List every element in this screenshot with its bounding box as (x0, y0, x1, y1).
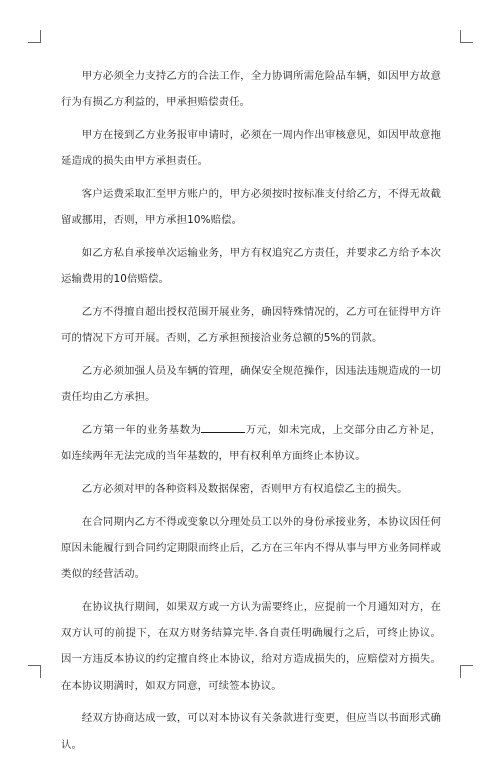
paragraph-non-compete: 在合同期内乙方不得或变象以分理处员工以外的身份承接业务，本协议因任何原因未能履行到合同约定期限而终止后，乙方在三年内不得从事与甲方业务同样或类似的经营活动。 (61, 515, 441, 581)
quota-blank-field (201, 422, 245, 433)
paragraph-support: 甲方必须全力支持乙方的合法工作，全力协调所需危险品车辆，如因甲方故意行为有损乙方利益的，甲承担赔偿责任。 (61, 70, 441, 109)
quota-text-before: 乙方第一年的业务基数为 (81, 424, 202, 436)
crop-mark-bottom-right (460, 665, 473, 678)
quota-text-after: 万元，如未完成，上交部分由乙方补足，如连续两年无法完成的当年基数的，甲有权利单方面终止本协议。 (61, 424, 441, 463)
paragraph-private-business: 如乙方私自承接单次运输业务，甲方有权追究乙方责任，并要求乙方给予本次运输费用的10倍赔偿。 (61, 247, 441, 286)
paragraph-review: 甲方在接到乙方业务报审申请时，必须在一周内作出审核意见，如因甲故意拖延造成的损失由甲方承担责任。 (61, 129, 441, 168)
crop-mark-bottom-left (28, 665, 41, 678)
document-body (61, 63, 441, 764)
crop-mark-top-left (28, 30, 41, 43)
paragraph-quota (61, 417, 441, 469)
paragraph-amendment: 经双方协商达成一致，可以对本协议有关条款进行变更，但应当以书面形式确认。 (61, 712, 441, 751)
paragraph-termination: 在协议执行期间，如果双方或一方认为需要终止，应提前一个月通知对方，在双方认可的前提下，在双方财务结算完毕.各自责任明确履行之后，可终止协议。因一方违反本协议的约定擅自终止本协议，给对方造成损失的，应赔偿对方损失。在本协议期满时，如双方同意，可续签本协议。 (61, 601, 441, 692)
paragraph-scope: 乙方不得擅自超出授权范围开展业务，确因特殊情况的，乙方可在征得甲方许可的情况下方可开展。否则，乙方承担预接洽业务总额的5%的罚款。 (61, 306, 441, 345)
paragraph-management: 乙方必须加强人员及车辆的管理，确保安全规范操作，因违法违规造成的一切责任均由乙方承担。 (61, 365, 441, 404)
paragraph-confidentiality: 乙方必须对甲的各种资料及数据保密，否则甲方有权追偿乙主的损失。 (81, 483, 408, 495)
paragraph-freight: 客户运费采取汇至甲方账户的，甲方必须按时按标准支付给乙方，不得无故截留或挪用，否则，甲方承担10%赔偿。 (61, 188, 441, 227)
crop-mark-top-right (460, 30, 473, 43)
